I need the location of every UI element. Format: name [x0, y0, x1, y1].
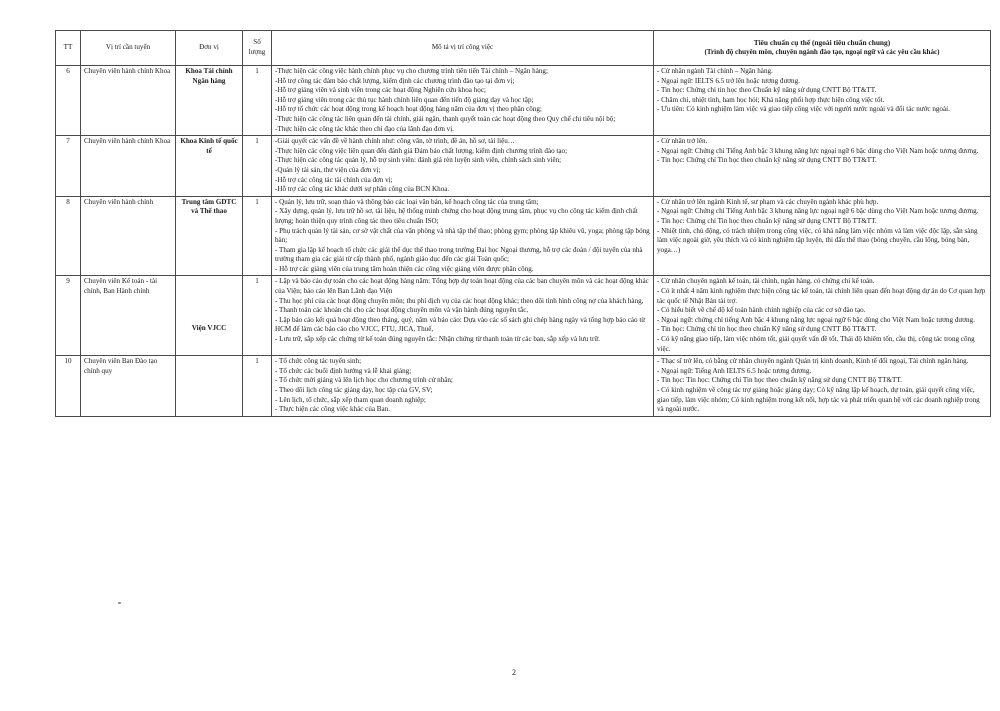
table-body: [56, 66, 991, 417]
row-tt: 9: [56, 276, 81, 356]
criteria-line: - Cử nhân chuyên ngành kế toán, tài chính, ngân hàng, có chứng chỉ kế toán.: [657, 277, 875, 286]
description-line: - Thu học phí của các hoạt động chuyên môn; thu phí dịch vụ của các hoạt động khác; theo dõi tình hình công nợ của khách hàng,: [275, 296, 644, 305]
criteria-line: - Thạc sĩ trở lên, có bằng cử nhân chuyên ngành Quản trị kinh doanh, Kinh tế đối ngoại, Tài chính ngân hàng.: [657, 357, 969, 366]
description-line: -Thực hiện các công tác liên quan đến tài chính, giải ngân, thanh quyết toán các hoạt động theo Quy chế chi tiêu nội bộ;: [275, 114, 616, 123]
job-table: [55, 30, 991, 417]
row-quantity: 1: [243, 66, 272, 136]
row-tt: 7: [56, 136, 81, 197]
criteria-line: - Tin học: Chứng chỉ Tin học theo chuẩn kỹ năng sử dụng CNTT Bộ TT&TT.: [657, 156, 877, 165]
row-criteria: [654, 196, 991, 276]
table-row: [56, 136, 991, 197]
row-description: [272, 136, 654, 197]
row-tt: 8: [56, 196, 81, 276]
row-description: [272, 276, 654, 356]
criteria-line: - Có hiểu biết về chế độ kế toán hành chính nghiệp của các cơ sở đào tạo.: [657, 306, 866, 315]
description-line: -Hỗ trợ công tác đảm bảo chất lượng, kiểm định các chương trình đào tạo tại đơn vị;: [275, 76, 515, 85]
description-line: -Thực hiện các công việc hành chính phục vụ cho chương trình tiên tiến Tài chính – Ngân hàng;: [275, 67, 548, 75]
description-line: - Tổ chức mời giảng và lên lịch học cho chương trình cử nhân;: [275, 376, 453, 385]
description-line: - Lên lịch, tổ chức, sắp xếp tham quan doanh nghiệp;: [275, 395, 426, 404]
header-position: Vị trí cần tuyển: [81, 31, 176, 66]
criteria-line: - Ngoại ngữ: chứng chỉ tiếng Anh bậc 4 khung năng lực ngoại ngữ 6 bậc dùng cho Việt Nam hoặc tương đương.: [657, 315, 975, 324]
description-line: - Lưu trữ, sắp xếp các chứng từ kế toán đúng nguyên tắc: Nhận chứng từ thanh toán từ các ban, sắp xếp và lưu trữ.: [275, 335, 600, 344]
description-line: -Thực hiện các công việc liên quan đến đánh giá Đảm bảo chất lượng, kiểm định chương trình đào tạo;: [275, 146, 568, 155]
description-line: - Theo dõi lịch công tác giảng dạy, học tập của GV, SV;: [275, 386, 433, 394]
criteria-line: - Tin học: Tin học: Chứng chỉ Tin học theo chuẩn kỹ năng sử dụng CNTT Bộ TT&TT.: [657, 376, 902, 385]
row-unit: [176, 356, 243, 417]
row-description: [272, 196, 654, 276]
criteria-line: - Ngoại ngữ: IELTS 6.5 trở lên hoặc tương đương.: [657, 76, 800, 85]
criteria-line: - Cử nhân trở lên.: [657, 137, 708, 146]
row-position: Chuyên viên Ban Đào tạo chính quy: [81, 356, 176, 417]
criteria-line: - Tin học: Chứng chỉ tin học theo chuẩn Kỹ năng sử dụng CNTT Bộ TT&TT.: [657, 325, 877, 334]
description-line: -Thực hiện các công tác khác theo chỉ đạo của lãnh đạo đơn vị.: [275, 124, 454, 133]
row-unit: Khoa Kinh tế quốc tế: [176, 136, 243, 197]
row-position: Chuyên viên Kế toán - tài chính, Ban Hành chính: [81, 276, 176, 356]
row-criteria: [654, 276, 991, 356]
description-line: -Hỗ trợ tổ chức các hoạt động trong kế hoạch hoạt động hàng năm của đơn vị theo phân công;: [275, 105, 542, 114]
row-quantity: 1: [243, 196, 272, 276]
criteria-line: - Tin học: Chứng chỉ Tin học theo chuẩn kỹ năng sử dụng CNTT Bộ TT&TT.: [657, 216, 877, 225]
row-unit: Trung tâm GDTC và Thể thao: [176, 196, 243, 276]
description-line: - Thực hiện các công việc khác của Ban.: [275, 405, 390, 414]
table-row: [56, 276, 991, 356]
description-line: - Phụ trách quản lý tài sản, cơ sở vật chất của văn phòng và nhà tập thể thao; phòng gym; phòng tập khiêu vũ, yoga; phòng tập bóng bàn;: [275, 226, 650, 245]
description-line: - Tham gia lập kế hoạch tổ chức các giải thể dục thể thao trong trường Đại học Ngoại thương, hỗ trợ các đoàn / đội tuyển của nhà trường tham gia các giải từ cấp thành phố, ngành giáo dục đến các giải Toàn quốc;: [275, 245, 643, 264]
description-line: - Xây dựng, quản lý, lưu trữ hồ sơ, tài liệu, hệ thống minh chứng cho hoạt động trung tâm, phục vụ cho công tác kiểm định chất lượng; hoàn thiện quy trình công tác theo tiêu chuẩn ISO;: [275, 207, 638, 225]
row-description: [272, 356, 654, 417]
row-tt: 6: [56, 66, 81, 136]
row-quantity: 1: [243, 136, 272, 197]
criteria-line: - Có kinh nghiệm về công tác trợ giảng hoặc giảng dạy; Có kỹ năng lập kế hoạch, dự toán, giải quyết công việc, giao tiếp, làm việc nhóm; Có kinh nghiệm trong kết nối, hợp tác và phát triển quan hệ với các doanh nghiệp trong và ngoài nước.: [657, 386, 980, 414]
description-line: -Thực hiện các công tác quản lý, hỗ trợ sinh viên: đánh giá rèn luyện sinh viên, chính sách sinh viên;: [275, 156, 562, 165]
row-tt: 10: [56, 356, 81, 417]
criteria-line: - Chăm chỉ, nhiệt tình, ham học hỏi; Khả năng phối hợp thực hiện công việc tốt.: [657, 95, 885, 104]
criteria-line: - Nhiệt tình, chủ động, có trách nhiệm trong công việc, có khả năng làm việc nhóm và làm việc độc lập, sẵn sàng làm việc ngoài giờ, yêu thích và có kinh nghiệm tập luyện, thi đấu thể thao (bóng chuyền, cầu lông, bóng bàn, yoga…): [657, 226, 978, 254]
description-line: -Hỗ trợ giảng viên trong các thủ tục hành chính liên quan đến tiến độ giảng dạy và học tập;: [275, 95, 534, 104]
row-description: [272, 66, 654, 136]
description-line: - Tổ chức các buổi định hướng và lễ khai giảng;: [275, 366, 412, 375]
row-criteria: [654, 66, 991, 136]
table-row: [56, 356, 991, 417]
criteria-line: - Ưu tiên: Có kinh nghiệm làm việc và giao tiếp công việc với người nước ngoài và đối tác nước ngoài.: [657, 105, 950, 114]
table-row: [56, 66, 991, 136]
row-criteria: [654, 356, 991, 417]
description-line: -Quản lý tài sản, thư viện của đơn vị;: [275, 165, 381, 174]
row-position: Chuyên viên hành chính Khoa: [81, 66, 176, 136]
description-line: -Hỗ trợ các công tác tài chính của đơn vị;: [275, 175, 393, 184]
row-quantity: 1: [243, 276, 272, 356]
row-quantity: 1: [243, 356, 272, 417]
header-description: Mô tả vị trí công việc: [272, 31, 654, 66]
header-criteria: [654, 31, 991, 66]
row-unit: Khoa Tài chính Ngân hàng: [176, 66, 243, 136]
header-quantity: Số lượng: [243, 31, 272, 66]
criteria-line: - Ngoại ngữ: Chứng chỉ Tiếng Anh bậc 3 khung năng lực ngoại ngữ 6 bậc dùng cho Việt Nam hoặc tương đương.: [657, 207, 979, 216]
scan-mark: [118, 602, 121, 604]
criteria-line: - Có ít nhất 4 năm kinh nghiệm thực hiện công tác kế toán, tài chính liên quan đến hoạt động dự án do Cơ quan hợp tác quốc tế Nhật Bản tài trợ.: [657, 287, 986, 305]
table-header-row: [56, 31, 991, 66]
description-line: -Giải quyết các vấn đề về hành chính như: công văn, tờ trình, đề án, hồ sơ, tài liệu…: [275, 137, 515, 146]
description-line: - Tổ chức công tác tuyển sinh;: [275, 357, 362, 366]
criteria-line: - Tin học: Chứng chỉ tin học theo Chuẩn kỹ năng sử dụng CNTT Bộ TT&TT.: [657, 86, 877, 95]
description-line: - Thanh toán các khoản chi cho các hoạt động chuyên môn và vận hành đúng nguyên tắc,: [275, 306, 529, 315]
row-unit: Viện VJCC: [176, 276, 243, 356]
description-line: - Hỗ trợ các giảng viên của trung tâm hoàn thiện các công việc giảng viên được phân công.: [275, 264, 534, 273]
description-line: -Hỗ trợ các công tác khác dưới sự phân công của BCN Khoa.: [275, 185, 450, 194]
description-line: - Lập và báo cáo dự toán cho các hoạt động hàng năm: Tổng hợp dự toán hoạt động của các ban chuyên môn và các hoạt động khác của Viện; báo cáo lên Ban Lãnh đạo Viện: [275, 277, 649, 296]
criteria-line: - Ngoại ngữ: Tiếng Anh IELTS 6.5 hoặc tương đương.: [657, 366, 812, 375]
row-position: Chuyên viên hành chính: [81, 196, 176, 276]
header-tt: TT: [56, 31, 81, 66]
criteria-line: - Cử nhân ngành Tài chính – Ngân hàng.: [657, 67, 773, 75]
page-number: 2: [512, 668, 516, 677]
row-position: Chuyên viên hành chính Khoa: [81, 136, 176, 197]
criteria-line: - Cử nhân trở lên ngành Kinh tế, sư phạm và các chuyên ngành khác phù hợp.: [657, 197, 879, 206]
criteria-line: - Ngoại ngữ: Chứng chỉ Tiếng Anh bậc 3 khung năng lực ngoại ngữ 6 bậc dùng cho Việt Nam hoặc tương đương.: [657, 146, 979, 155]
table-row: [56, 196, 991, 276]
header-unit: Đơn vị: [176, 31, 243, 66]
job-table-sheet: [55, 30, 991, 417]
header-criteria-subtitle: (Trình độ chuyên môn, chuyên ngành đào tạo, ngoại ngữ và các yêu cầu khác): [704, 48, 940, 56]
description-line: - Lập báo cáo kết quả hoạt động theo tháng, quý, năm và báo cáo: Dựa vào các sổ sách ghi chép hàng ngày và tổng hợp báo cáo từ HCM để làm các báo cáo cho VJCC, FTU, JICA, Thuế,: [275, 315, 646, 334]
row-criteria: [654, 136, 991, 197]
description-line: - Quản lý, lưu trữ, soạn thảo và thông báo các loại văn bản, kế hoạch công tác của trung tâm;: [275, 197, 539, 206]
description-line: -Hỗ trợ giảng viên và sinh viên trong các hoạt động Nghiên cứu khoa học;: [275, 86, 486, 95]
header-criteria-title: Tiêu chuẩn cụ thể (ngoài tiêu chuẩn chung): [753, 38, 891, 48]
criteria-line: - Có kỹ năng giao tiếp, làm việc nhóm tốt, giải quyết vấn đề tốt. Thái độ khiêm tốn, cầu thị, cộng tác trong công việc.: [657, 335, 975, 353]
